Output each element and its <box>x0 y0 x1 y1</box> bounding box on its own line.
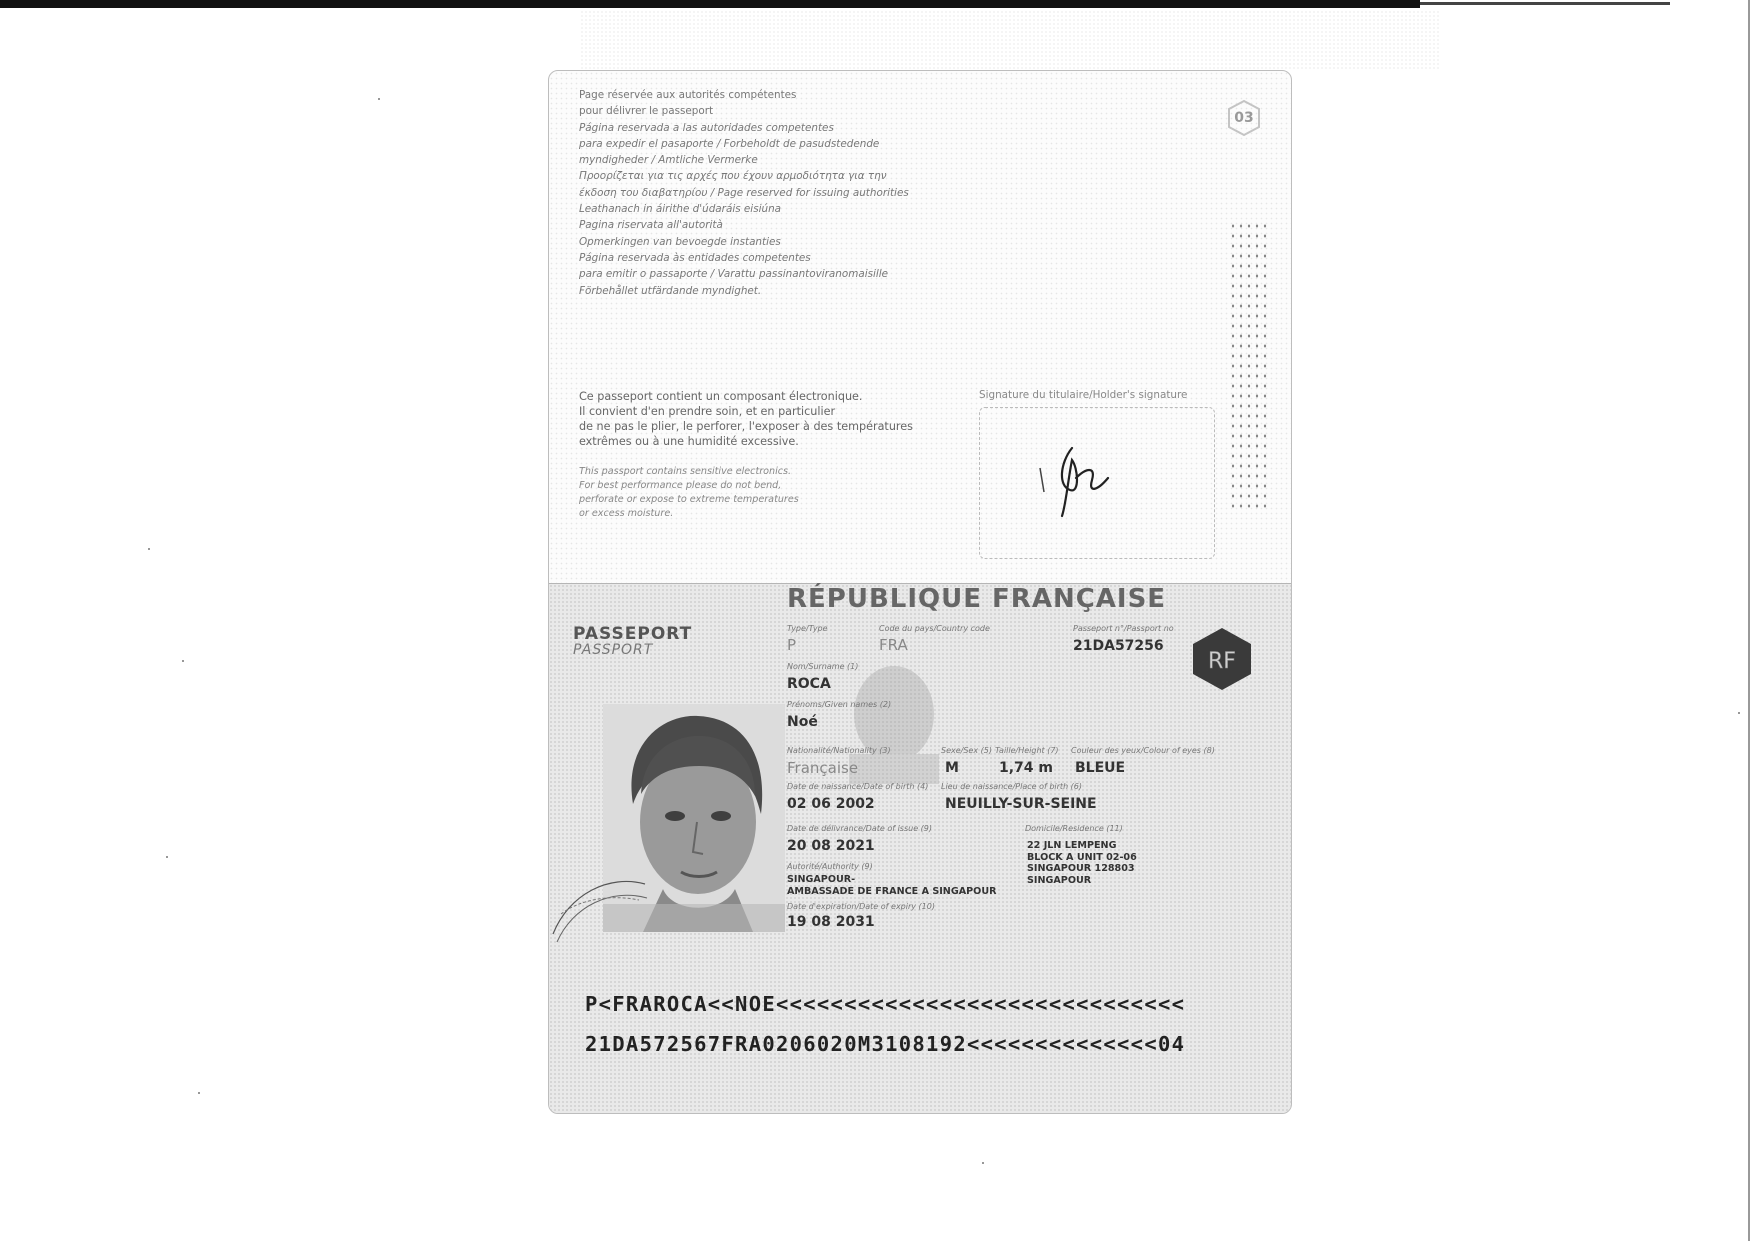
rf-emblem-icon <box>1189 626 1255 692</box>
scan-speck <box>198 1092 200 1094</box>
passport-no-value: 21DA57256 <box>1073 638 1164 654</box>
document-title-en: PASSPORT <box>573 642 654 658</box>
birth-date-label: Date de naissance/Date of birth (4) <box>787 782 929 791</box>
authority-reserved-text <box>579 87 939 299</box>
scan-noise <box>580 10 1440 70</box>
authority-line: myndigheder / Amtliche Vermerke <box>579 154 758 167</box>
observations-page <box>549 71 1291 583</box>
scan-speck <box>1738 712 1740 714</box>
residence-line: 22 JLN LEMPENG <box>1027 840 1117 851</box>
country-code-label: Code du pays/Country code <box>879 624 990 633</box>
issue-date-value: 20 08 2021 <box>787 838 875 854</box>
rf-emblem-text: RF <box>1208 649 1236 674</box>
surname-label: Nom/Surname (1) <box>787 662 859 671</box>
surname-value: ROCA <box>787 676 831 692</box>
residence-line: SINGAPOUR 128803 <box>1027 863 1135 875</box>
authority-line: Pagina riservata all'autorità <box>579 219 723 232</box>
stamp-seal <box>549 854 649 944</box>
signature-box <box>979 407 1215 559</box>
authority-line: Opmerkingen van bevoegde instanties <box>579 235 781 248</box>
signature-label: Signature du titulaire/Holder's signature <box>979 389 1188 401</box>
country-code-value: FRA <box>879 636 908 654</box>
nationality-value: Française <box>787 759 859 777</box>
authority-line: AMBASSADE DE FRANCE A SINGAPOUR <box>787 885 997 897</box>
authority-line: pour délivrer le passeport <box>579 105 714 118</box>
notice-line: de ne pas le plier, le perforer, l'exposer à des températures <box>579 420 913 433</box>
scan-top-edge <box>0 0 1420 8</box>
given-names-label: Prénoms/Given names (2) <box>787 700 892 709</box>
authority-line: Förbehållet utfärdande myndighet. <box>579 284 762 297</box>
authority-line: para emitir o passaporte / Varattu passinantoviranomaisille <box>579 268 889 281</box>
authority-value <box>787 874 997 897</box>
authority-line: Página reservada a las autoridades competentes <box>579 121 834 134</box>
authority-line: Página reservada às entidades competentes <box>579 251 811 264</box>
expiry-date-label: Date d'expiration/Date of expiry (10) <box>787 902 935 911</box>
notice-line: or excess moisture. <box>579 508 674 519</box>
height-value: 1,74 m <box>999 760 1054 776</box>
security-dots <box>1229 221 1267 511</box>
residence-line: SINGAPOUR <box>1027 874 1092 886</box>
nationality-label: Nationalité/Nationality (3) <box>787 746 891 755</box>
page-number-badge <box>1227 99 1261 137</box>
scan-speck <box>982 1162 984 1164</box>
notice-line: extrêmes ou à une humidité excessive. <box>579 435 799 448</box>
birth-place-value: NEUILLY-SUR-SEINE <box>945 796 1097 812</box>
sex-label: Sexe/Sex (5) <box>941 746 992 755</box>
birth-place-label: Lieu de naissance/Place of birth (6) <box>941 782 1083 791</box>
mrz-line-1: P<FRAROCA<<NOE<<<<<<<<<<<<<<<<<<<<<<<<<<<<<< <box>585 992 1186 1016</box>
authority-line: Προορίζεται για τις αρχές που έχουν αρμοδιότητα για την <box>579 170 887 183</box>
holder-signature <box>980 408 1214 558</box>
sex-value: M <box>945 760 959 776</box>
notice-line: For best performance please do not bend, <box>579 480 782 491</box>
authority-label: Autorité/Authority (9) <box>787 862 873 871</box>
mrz-line-2: 21DA572567FRA0206020M3108192<<<<<<<<<<<<<<04 <box>585 1032 1186 1056</box>
electronic-notice-fr <box>579 389 939 449</box>
residence-line: BLOCK A UNIT 02-06 <box>1027 851 1137 863</box>
expiry-date-value: 19 08 2031 <box>787 914 875 930</box>
given-names-value: Noé <box>787 714 818 730</box>
country-name: RÉPUBLIQUE FRANÇAISE <box>787 584 1167 614</box>
eyes-label: Couleur des yeux/Colour of eyes (8) <box>1071 746 1215 755</box>
electronic-notice-en <box>579 465 839 521</box>
eyes-value: BLEUE <box>1075 760 1126 776</box>
authority-line: Leathanach in áirithe d'údaráis eisiúna <box>579 203 782 216</box>
scan-top-edge-tail <box>1420 2 1670 5</box>
residence-label: Domicile/Residence (11) <box>1025 824 1123 833</box>
authority-line: Page réservée aux autorités compétentes <box>579 89 797 101</box>
notice-line: Ce passeport contient un composant électronique. <box>579 390 863 403</box>
scan-speck <box>148 548 150 550</box>
scan-speck <box>378 98 380 100</box>
authority-line: SINGAPOUR- <box>787 874 856 885</box>
type-value: P <box>787 636 797 654</box>
scan-speck <box>166 856 168 858</box>
birth-date-value: 02 06 2002 <box>787 796 875 812</box>
residence-value <box>1027 840 1137 886</box>
scan-speck <box>182 660 184 662</box>
passport-scan <box>548 70 1292 1114</box>
page-number: 03 <box>1234 110 1254 126</box>
issue-date-label: Date de délivrance/Date of issue (9) <box>787 824 933 833</box>
type-label: Type/Type <box>787 624 828 633</box>
height-label: Taille/Height (7) <box>995 746 1059 755</box>
authority-line: para expedir el pasaporte / Forbeholdt de pasudstedende <box>579 137 880 150</box>
document-title: PASSEPORT <box>573 624 693 644</box>
authority-line: έκδοση του διαβατηρίου / Page reserved for issuing authorities <box>579 186 909 199</box>
notice-line: This passport contains sensitive electronics. <box>579 466 792 477</box>
notice-line: perforate or expose to extreme temperatures <box>579 494 799 505</box>
passport-no-label: Passeport n°/Passport no <box>1073 624 1174 633</box>
notice-line: Il convient d'en prendre soin, et en particulier <box>579 405 836 418</box>
scan-right-edge <box>1748 0 1750 1241</box>
data-page <box>549 583 1291 1114</box>
